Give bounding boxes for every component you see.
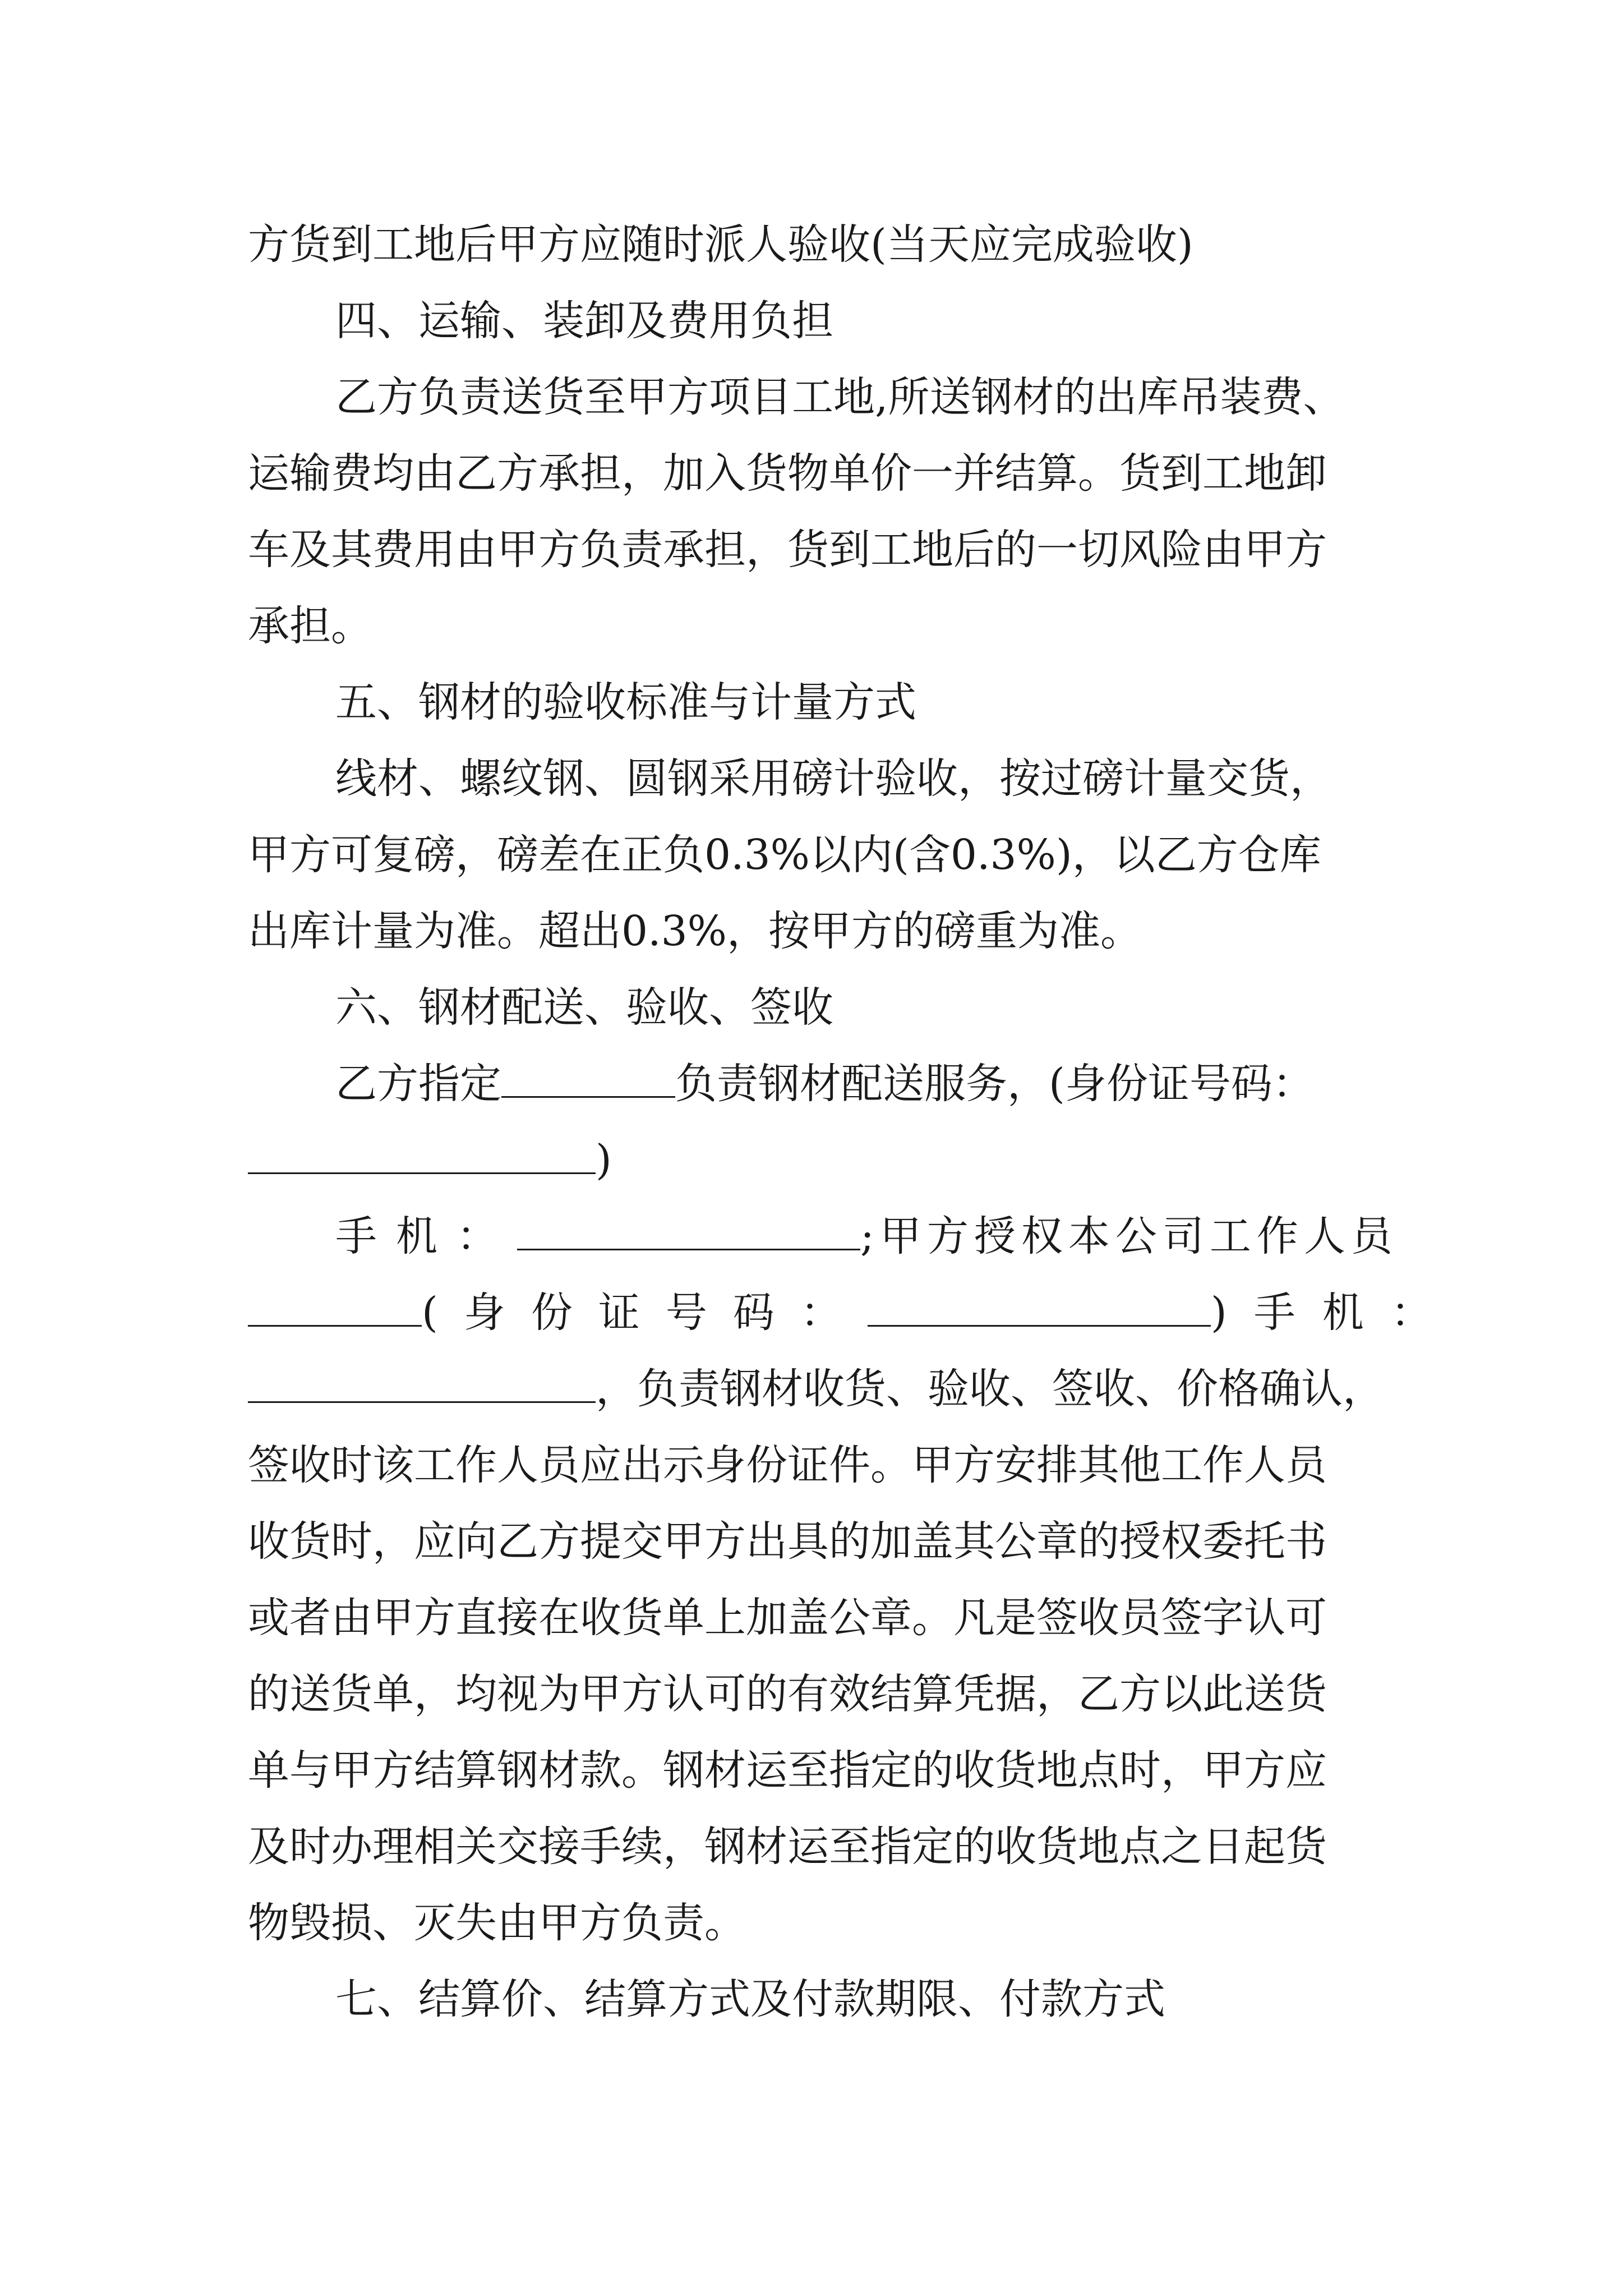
blank-field-staff-id[interactable] [868,1286,1211,1327]
text-line-23: 物毁损、灭失由甲方负责。 [248,1899,746,1947]
blank-field-id-number[interactable] [248,1133,596,1174]
text-line-14 [335,1209,1398,1263]
text-line-5: 车及其费用由甲方负责承担，货到工地后的一切风险由甲方 [248,526,1327,574]
text-line-1: 方货到工地后甲方应随时派人验收(当天应完成验收) [248,220,1193,269]
section-heading-6: 六、钢材配送、验收、签收 [335,983,833,1032]
text-line-19: 或者由甲方直接在收货单上加盖公章。凡是签收员签字认可 [248,1594,1327,1642]
text-line-8: 线材、螺纹钢、圆钢采用磅计验收，按过磅计量交货， [335,754,1331,803]
text-segment: 手机： [335,1212,517,1260]
blank-field-delivery-person[interactable] [501,1057,675,1098]
section-heading-7: 七、结算价、结算方式及付款期限、付款方式 [335,1975,1165,2023]
blank-field-phone[interactable] [517,1209,860,1250]
blank-field-staff-name[interactable] [248,1286,422,1327]
text-line-13 [248,1133,612,1187]
text-line-6: 承担。 [248,602,372,650]
text-line-3: 乙方负责送货至甲方项目工地,所送钢材的出库吊装费、 [335,373,1345,421]
blank-field-staff-phone[interactable] [248,1362,596,1403]
text-line-15 [248,1286,1459,1340]
text-line-4: 运输费均由乙方承担，加入货物单价一并结算。货到工地卸 [248,449,1327,498]
text-segment: )手机： [1210,1289,1459,1337]
text-line-12 [335,1057,1314,1111]
section-heading-4: 四、运输、装卸及费用负担 [335,297,833,345]
text-line-20: 的送货单，均视为甲方认可的有效结算凭据，乙方以此送货 [248,1670,1327,1718]
text-line-10: 出库计量为准。超出0.3%，按甲方的磅重为准。 [248,907,1142,955]
text-segment: 乙方指定 [335,1060,501,1108]
text-segment: ，负责钢材收货、验收、签收、价格确认， [596,1365,1384,1413]
section-heading-5: 五、钢材的验收标准与计量方式 [335,678,916,726]
text-segment: ) [596,1136,612,1184]
text-line-17: 签收时该工作人员应出示身份证件。甲方安排其他工作人员 [248,1441,1327,1489]
text-segment: ;甲方授权本公司工作人员 [860,1212,1398,1260]
text-line-18: 收货时，应向乙方提交甲方出具的加盖其公章的授权委托书 [248,1517,1327,1566]
text-segment: 负责钢材配送服务，(身份证号码： [675,1060,1314,1108]
text-segment: (身份证号码： [422,1289,868,1337]
text-line-22: 及时办理相关交接手续，钢材运至指定的收货地点之日起货 [248,1823,1327,1871]
text-line-21: 单与甲方结算钢材款。钢材运至指定的收货地点时，甲方应 [248,1746,1327,1795]
text-line-9: 甲方可复磅，磅差在正负0.3%以内(含0.3%)，以乙方仓库 [248,831,1321,879]
text-line-16 [248,1362,1384,1416]
